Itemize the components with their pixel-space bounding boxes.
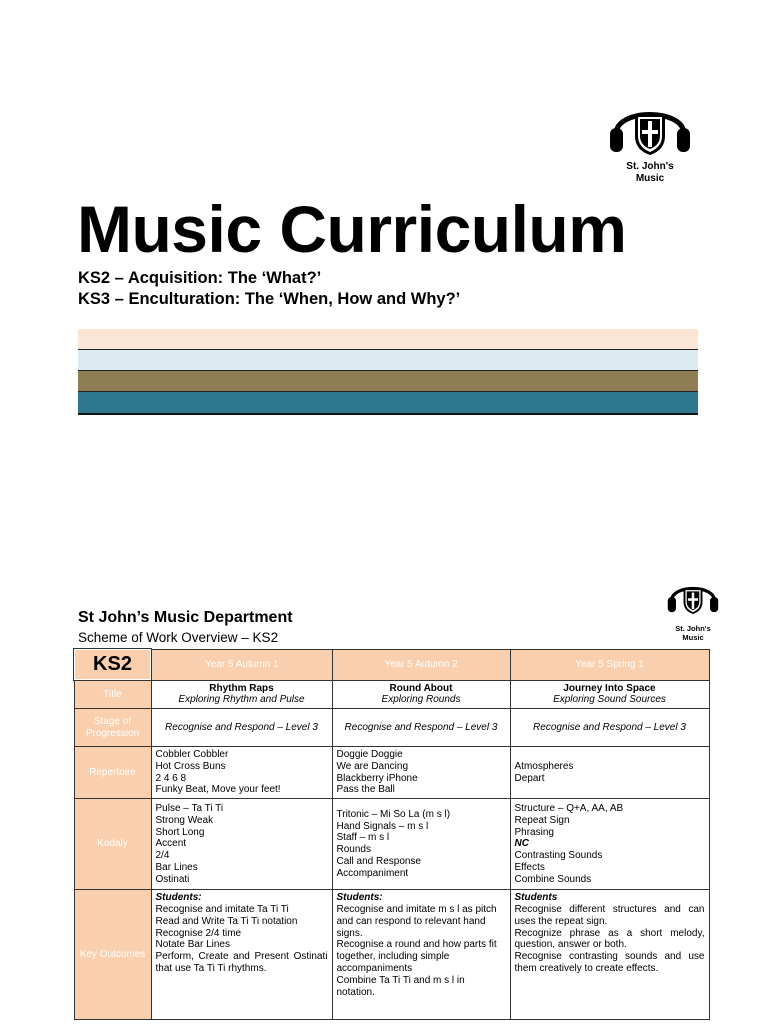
outcome-item: Recognise and imitate Ta Ti Ti — [155, 904, 289, 916]
repertoire-item: Funky Beat, Move your feet! — [155, 784, 281, 796]
repertoire-item: Blackberry iPhone — [336, 772, 418, 784]
kodaly-item: Effects — [514, 861, 545, 873]
stage-cell: Recognise and Respond – Level 3 — [510, 709, 709, 747]
outcomes-heading: Students — [514, 892, 558, 904]
kodaly-item: Structure – Q+A, AA, AB — [514, 802, 624, 814]
ks2-corner-label: KS2 — [74, 649, 151, 680]
row-label-stage: Stage of Progression — [74, 709, 151, 747]
outcome-item: Recognise 2/4 time — [155, 927, 242, 939]
school-logo — [598, 100, 702, 185]
kodaly-item: Hand Signals – m s l — [336, 820, 429, 832]
kodaly-item: Combine Sounds — [514, 873, 592, 885]
repertoire-item: Atmospheres — [514, 760, 574, 772]
kodaly-item: Call and Response — [336, 856, 421, 868]
logo-caption-1: St. John's — [626, 161, 674, 172]
kodaly-item-nc: NC — [514, 838, 529, 850]
kodaly-cell — [151, 799, 332, 890]
kodaly-item: Contrasting Sounds — [514, 850, 603, 862]
outcomes-cell — [510, 890, 709, 1020]
headphones-shield-icon — [664, 575, 722, 619]
logo-caption-2: Music — [682, 633, 704, 642]
outcomes-cell — [151, 890, 332, 1020]
outcome-item: Recognize phrase as a short melody, question, answer or both. — [514, 927, 705, 951]
unit-title-cell — [332, 680, 510, 709]
stage-cell: Recognise and Respond – Level 3 — [332, 709, 510, 747]
kodaly-row — [74, 799, 709, 890]
document-title: Music Curriculum — [77, 192, 627, 266]
outcome-item: Notate Bar Lines — [155, 939, 230, 951]
logo-caption-1: St. John's — [675, 624, 711, 633]
row-label-kodaly: Kodaly — [74, 799, 151, 890]
outcome-item: Combine Ta Ti Ti and m s l in notation. — [336, 974, 465, 998]
band-teal — [78, 392, 698, 415]
row-label-title: Title — [74, 680, 151, 709]
repertoire-cell — [332, 747, 510, 799]
unit-subtitle: Exploring Rounds — [381, 694, 461, 706]
repertoire-item: Hot Cross Buns — [155, 760, 226, 772]
outcome-item: Perform, Create and Present Ostinati that use Ta Ti Ti rhythms. — [155, 951, 328, 975]
repertoire-item: Depart — [514, 772, 545, 784]
unit-title: Journey Into Space — [563, 682, 656, 694]
outcome-item: Recognise different structures and can uses the repeat sign. — [514, 904, 705, 927]
header-row — [74, 649, 709, 680]
repertoire-cell — [510, 747, 709, 799]
band-peach — [78, 329, 698, 350]
unit-title-cell — [510, 680, 709, 709]
outcome-item: Recognise and imitate m s l as pitch and can respond to relevant hand signs. — [336, 904, 497, 939]
row-label-repertoire: Repertoire — [74, 747, 151, 799]
repertoire-row — [74, 747, 709, 799]
unit-title: Rhythm Raps — [209, 682, 274, 694]
kodaly-item: Strong Weak — [155, 814, 214, 826]
kodaly-item: Staff – m s l — [336, 832, 390, 844]
scheme-subheading: Scheme of Work Overview – KS2 — [78, 630, 279, 645]
outcomes-heading: Students: — [155, 892, 202, 904]
unit-subtitle: Exploring Sound Sources — [553, 694, 666, 706]
band-light-blue — [78, 350, 698, 371]
column-header: Year 5 Autumn 2 — [332, 649, 510, 680]
outcome-item: Read and Write Ta Ti Ti notation — [155, 915, 298, 927]
repertoire-item: Pass the Ball — [336, 784, 395, 796]
headphones-shield-icon — [604, 100, 696, 156]
kodaly-item: Accompaniment — [336, 867, 409, 879]
unit-subtitle: Exploring Rhythm and Pulse — [178, 694, 305, 706]
kodaly-item: Ostinati — [155, 873, 190, 885]
school-logo-small — [660, 575, 726, 642]
color-bands — [78, 329, 698, 415]
outcome-item: Recognise a round and how parts fit together, including simple accompaniments — [336, 939, 497, 975]
kodaly-item: Phrasing — [514, 826, 554, 838]
kodaly-item: Tritonic – Mi So La (m s l) — [336, 808, 451, 820]
repertoire-item: We are Dancing — [336, 760, 409, 772]
unit-title-cell — [151, 680, 332, 709]
kodaly-cell — [510, 799, 709, 890]
repertoire-cell — [151, 747, 332, 799]
outcomes-row — [74, 890, 709, 1020]
column-header: Year 5 Spring 1 — [510, 649, 709, 680]
kodaly-item: Accent — [155, 838, 187, 850]
repertoire-item: Doggie Doggie — [336, 749, 403, 761]
outcome-item: Recognise contrasting sounds and use them creatively to create effects. — [514, 951, 705, 975]
logo-caption-2: Music — [635, 173, 665, 184]
scheme-of-work-table — [73, 648, 710, 1020]
outcomes-heading: Students: — [336, 892, 383, 904]
department-heading: St John’s Music Department — [78, 609, 293, 626]
kodaly-item: Repeat Sign — [514, 814, 570, 826]
stage-cell: Recognise and Respond – Level 3 — [151, 709, 332, 747]
band-olive — [78, 371, 698, 392]
kodaly-item: Rounds — [336, 844, 371, 856]
kodaly-item: 2/4 — [155, 850, 170, 862]
repertoire-item: 2 4 6 8 — [155, 772, 187, 784]
kodaly-cell — [332, 799, 510, 890]
column-header: Year 5 Autumn 1 — [151, 649, 332, 680]
repertoire-item: Cobbler Cobbler — [155, 749, 229, 761]
outcomes-cell — [332, 890, 510, 1020]
kodaly-item: Short Long — [155, 826, 205, 838]
title-row — [74, 680, 709, 709]
kodaly-item: Bar Lines — [155, 861, 198, 873]
kodaly-item: Pulse – Ta Ti Ti — [155, 802, 224, 814]
unit-title: Round About — [389, 682, 453, 694]
stage-row — [74, 709, 709, 747]
subtitle-ks2: KS2 – Acquisition: The ‘What?’ — [78, 269, 322, 287]
subtitle-ks3: KS3 – Enculturation: The ‘When, How and Why?’ — [78, 290, 461, 308]
row-label-key-outcomes: Key Outcomes — [74, 890, 151, 1020]
